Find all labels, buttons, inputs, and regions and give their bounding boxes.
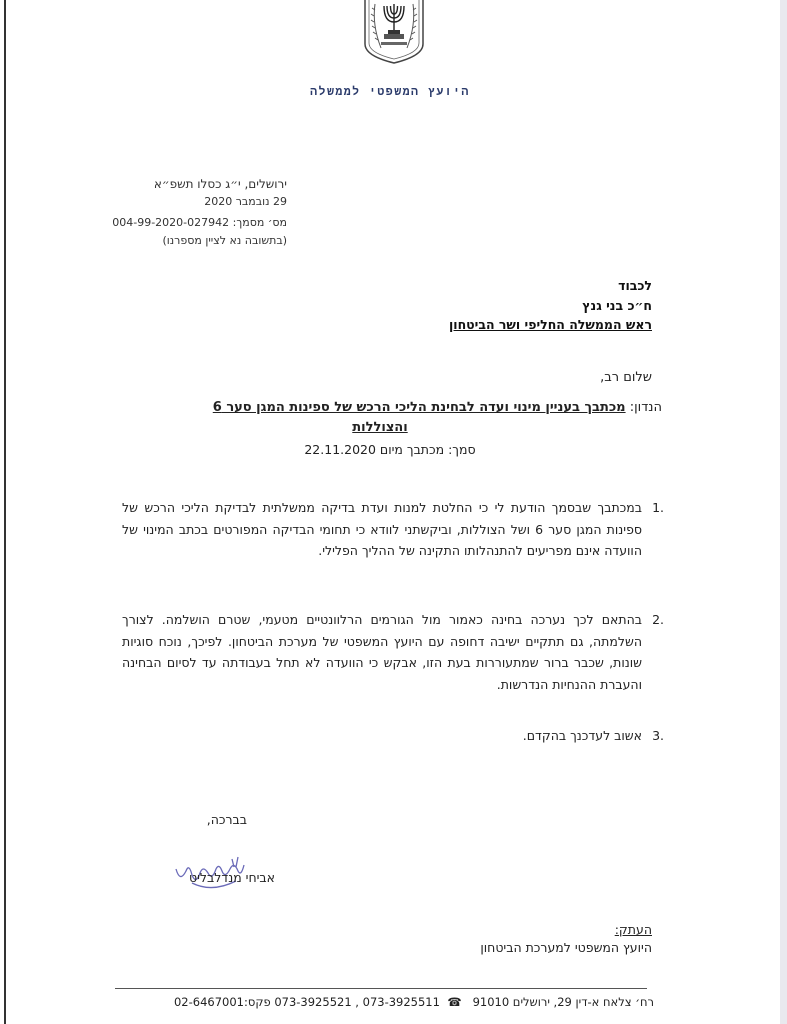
subject-label: הנדון: xyxy=(625,400,662,415)
paragraph-2 xyxy=(122,609,664,695)
footer-phones: 073-3925511 , 073-3925521 xyxy=(274,995,440,1009)
paragraph-number: 1. xyxy=(652,500,664,515)
scan-edge-right xyxy=(780,0,787,1024)
reply-note: (בתשובה נא לציין מספרנו) xyxy=(162,234,287,247)
footer-fax: פקס:02-6467001 xyxy=(173,995,271,1009)
subject-reference: סמך: מכתבך מיום 22.11.2020 xyxy=(304,442,476,457)
scan-edge-left xyxy=(4,0,6,1024)
state-emblem-icon xyxy=(361,0,427,64)
footer-address: רח׳ צלאח א-דין 29, ירושלים 91010 xyxy=(472,995,654,1009)
org-title: היועץ המשפטי לממשלה xyxy=(310,84,470,98)
addressee-title: ראש הממשלה החליפי ושר הביטחון xyxy=(449,317,652,332)
footer-divider xyxy=(115,988,647,989)
cc-label: העתק: xyxy=(614,922,652,937)
signer-name: אביחי מנדלבליט xyxy=(189,870,275,885)
paragraph-text: במכתבך שבסמך הודעת לי כי החלטת למנות ועדת בדיקה ממשלתית לבדיקת הליכי הרכש של ספינות המגן סער 6 ושל הצוללות, וביקשתני לוודא כי תחומי הבדיקה המפורטים בכתב המינוי של הוועדה אינם מפריעים להתנהלותו התקינה של ההליך הפלילי. xyxy=(122,500,642,558)
paragraph-text: בהתאם לכך נערכה בחינה כאמור מול הגורמים הרלוונטיים מטעמי, שטרם הושלמה. לצורך השלמתה, גם תתקיים ישיבה דחופה עם היועץ המשפטי של מערכת הביטחון. לפיכך, נוכח סוגיות שונות, שכבר ברור שמתעוררות בעת הזו, אבקש כי הוועדה לא תחל בעבודתה עד לסיום הבחינה והעברת ההנחיות הנדרשות. xyxy=(122,612,642,692)
date-hebrew: ירושלים, י״ג כסלו תשפ״א xyxy=(153,177,287,191)
closing-text: בברכה, xyxy=(206,812,247,827)
subject-text-continued: והצוללות xyxy=(352,420,408,435)
addressee-name: ח״כ בני גנץ xyxy=(582,298,652,313)
subject-text: מכתבך בעניין מינוי ועדה לבחינת הליכי הרכש של ספינות המגן סער 6 xyxy=(212,400,626,415)
paragraph-text: אשוב לעדכנך בהקדם. xyxy=(522,728,642,743)
paragraph-3 xyxy=(122,725,664,747)
greeting: שלום רב, xyxy=(600,370,652,385)
addressee-salutation: לכבוד xyxy=(618,278,652,293)
cc-recipient: היועץ המשפטי למערכת הביטחון xyxy=(480,940,652,955)
document-number: מס׳ מסמך: 004-99-2020-027942 xyxy=(112,216,287,229)
footer-contact xyxy=(174,995,654,1009)
paragraph-number: 3. xyxy=(652,728,664,743)
paragraph-1 xyxy=(122,497,664,562)
subject-line xyxy=(213,400,662,415)
phone-icon: ☎ xyxy=(443,995,469,1009)
paragraph-number: 2. xyxy=(652,612,664,627)
date-gregorian: 29 נובמבר 2020 xyxy=(204,195,287,208)
